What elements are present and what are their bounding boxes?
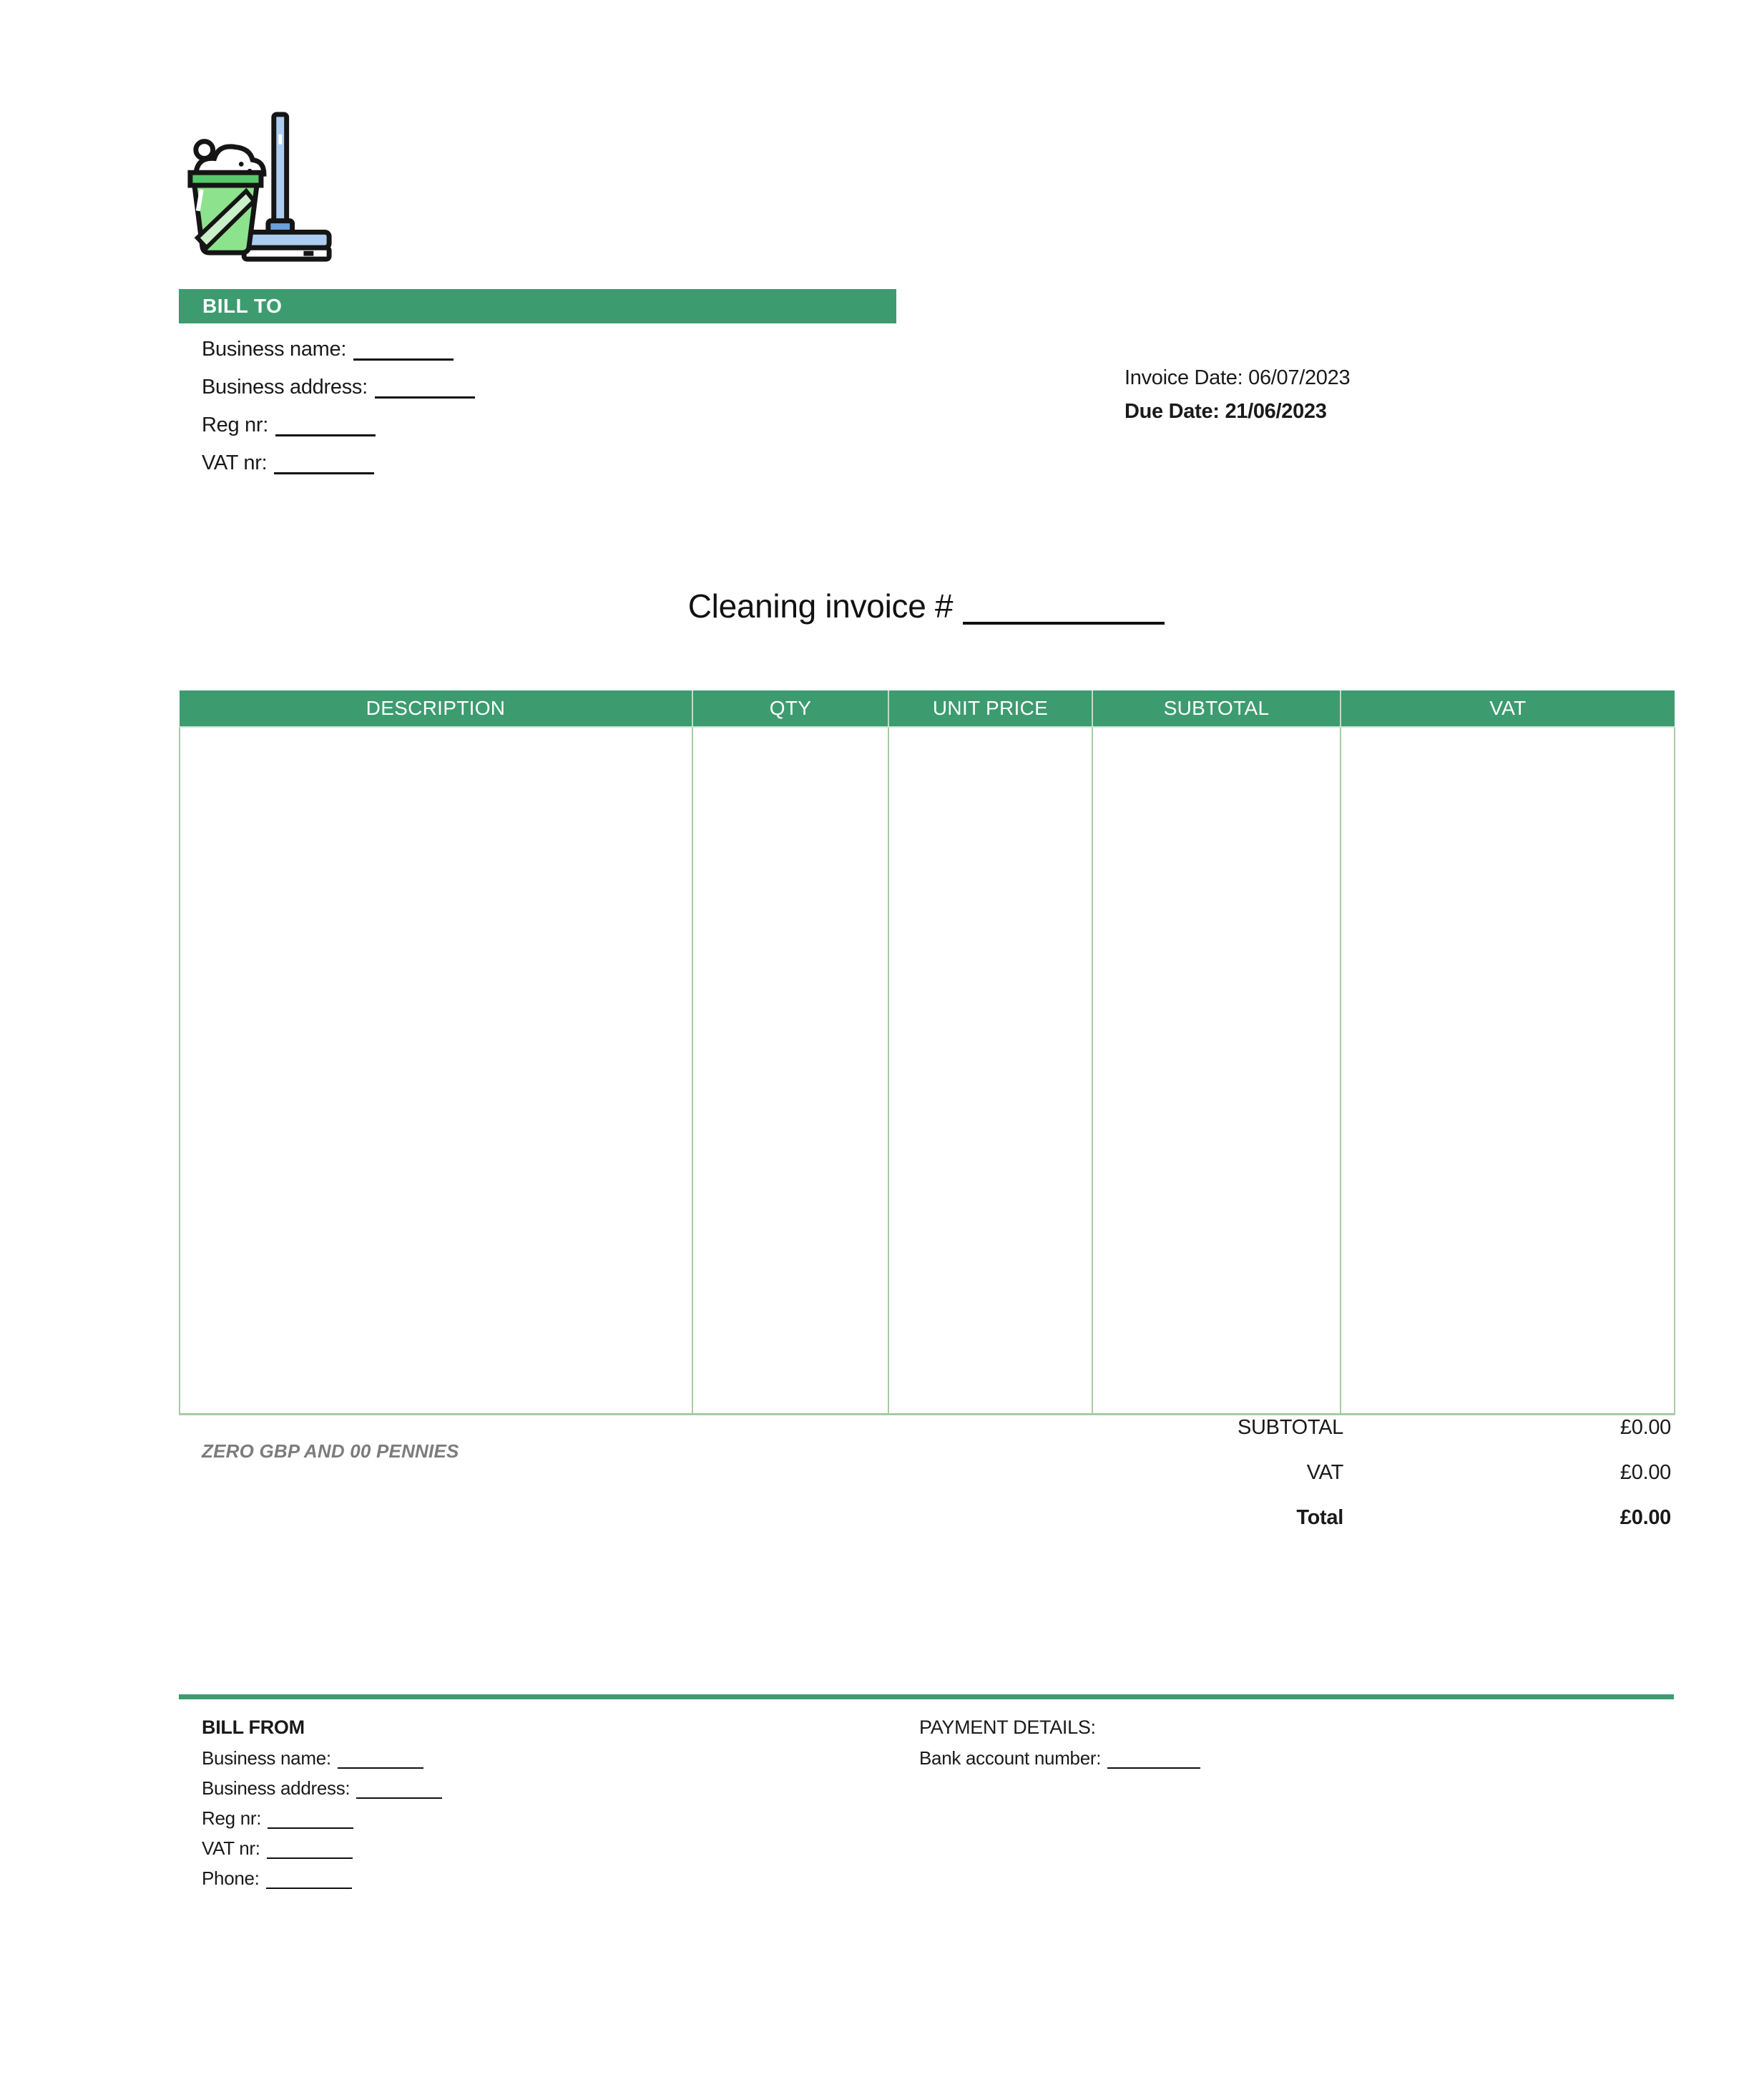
reg-nr-blank-line[interactable] xyxy=(268,1808,353,1829)
invoice-date-line xyxy=(1124,361,1350,395)
invoice-dates xyxy=(1124,361,1350,429)
field-label: Reg nr: xyxy=(202,1807,262,1829)
footer-divider-line xyxy=(179,1694,1674,1699)
field-label: Business name: xyxy=(202,338,347,361)
bill-from-reg-nr xyxy=(202,1803,442,1833)
field-label: Business name: xyxy=(202,1747,331,1769)
amount-in-words: ZERO GBP AND 00 PENNIES xyxy=(202,1440,459,1462)
due-date-value: 21/06/2023 xyxy=(1225,400,1327,423)
page-title xyxy=(179,587,1674,625)
qty-cell[interactable] xyxy=(692,727,888,1415)
line-items-table xyxy=(179,690,1675,1415)
vat-cell[interactable] xyxy=(1341,727,1675,1415)
unit-price-cell[interactable] xyxy=(888,727,1092,1415)
business-name-blank-line[interactable] xyxy=(353,337,454,361)
invoice-number-blank-line[interactable] xyxy=(963,588,1165,625)
vat-nr-blank-line[interactable] xyxy=(274,451,374,474)
column-header-unit-price: UNIT PRICE xyxy=(888,690,1092,727)
invoice-date-label: Invoice Date: xyxy=(1124,366,1243,389)
field-label: Business address: xyxy=(202,1777,351,1799)
bill-from-phone xyxy=(202,1863,442,1893)
invoice-date-value: 06/07/2023 xyxy=(1248,366,1351,389)
bill-from-section xyxy=(202,1712,442,1893)
payment-details-section xyxy=(919,1712,1200,1773)
total-label: Total xyxy=(1296,1506,1343,1529)
business-address-blank-line[interactable] xyxy=(356,1778,442,1799)
description-cell[interactable] xyxy=(180,727,692,1415)
due-date-label: Due Date: xyxy=(1124,400,1220,423)
phone-blank-line[interactable] xyxy=(266,1868,352,1889)
bill-to-reg-nr xyxy=(202,406,475,444)
bank-account-blank-line[interactable] xyxy=(1107,1748,1200,1769)
page-title-text: Cleaning invoice # xyxy=(687,587,954,625)
reg-nr-blank-line[interactable] xyxy=(275,413,376,436)
bill-to-business-address xyxy=(202,368,475,406)
field-label: Phone: xyxy=(202,1867,260,1889)
field-label: Bank account number: xyxy=(919,1747,1102,1769)
cleaning-bucket-mop-icon xyxy=(181,112,338,268)
bill-to-header-label: BILL TO xyxy=(202,295,283,317)
table-header-row xyxy=(180,690,1675,727)
bill-to-vat-nr xyxy=(202,444,475,482)
bank-account-number-field xyxy=(919,1743,1200,1773)
column-header-vat: VAT xyxy=(1341,690,1675,727)
business-address-blank-line[interactable] xyxy=(375,375,475,399)
cleaning-icon-svg xyxy=(181,112,338,268)
field-label: Business address: xyxy=(202,376,368,399)
vat-value: £0.00 xyxy=(1620,1461,1671,1484)
vat-row xyxy=(179,1460,1674,1485)
bill-to-section xyxy=(202,331,475,482)
bill-to-business-name xyxy=(202,331,475,368)
field-label: VAT nr: xyxy=(202,1837,260,1859)
column-header-subtotal: SUBTOTAL xyxy=(1092,690,1341,727)
bill-from-business-address xyxy=(202,1773,442,1803)
column-header-description: DESCRIPTION xyxy=(180,690,692,727)
subtotal-cell[interactable] xyxy=(1092,727,1341,1415)
bill-from-header: BILL FROM xyxy=(202,1717,305,1738)
column-header-qty: QTY xyxy=(692,690,888,727)
bill-to-header-bar xyxy=(179,289,896,323)
field-label: VAT nr: xyxy=(202,451,268,474)
bill-from-vat-nr xyxy=(202,1833,442,1863)
table-empty-body-row xyxy=(180,727,1675,1415)
due-date-line xyxy=(1124,395,1350,429)
business-name-blank-line[interactable] xyxy=(338,1748,423,1769)
subtotal-value: £0.00 xyxy=(1620,1416,1671,1439)
subtotal-label: SUBTOTAL xyxy=(1237,1416,1343,1439)
vat-nr-blank-line[interactable] xyxy=(267,1838,353,1859)
subtotal-row xyxy=(179,1415,1674,1440)
totals-section xyxy=(179,1415,1674,1551)
payment-details-header: PAYMENT DETAILS: xyxy=(919,1717,1096,1738)
grand-total-row xyxy=(179,1505,1674,1530)
total-value: £0.00 xyxy=(1620,1506,1671,1529)
field-label: Reg nr: xyxy=(202,414,268,436)
vat-label: VAT xyxy=(1306,1461,1343,1484)
bill-from-business-name xyxy=(202,1743,442,1773)
